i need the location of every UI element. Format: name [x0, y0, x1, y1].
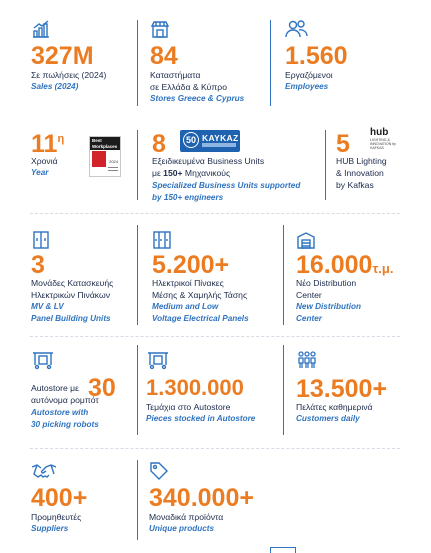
pieces-label-gr: Τεμάχια στο Autostore: [146, 402, 231, 412]
badge-line: [108, 167, 118, 168]
business-units-label-gr-1: Εξειδικευμένα Business Units: [152, 156, 265, 166]
panels-label-gr-2: Μέσης & Χαμηλής Τάσης: [152, 290, 248, 300]
hub-line-1: HUB Lighting: [336, 156, 387, 166]
panel-units-label-en-1: MV & LV: [31, 302, 64, 311]
employees-value: 1.560: [285, 42, 348, 70]
stat-sales: [0, 0, 135, 110]
year-label-en: Year: [31, 168, 49, 177]
stat-panel-units: [0, 220, 135, 330]
stores-label-gr-2: σε Ελλάδα & Κύπρο: [150, 82, 227, 92]
hub-line-3: by Kafkas: [336, 180, 374, 190]
panels-icon: [152, 230, 172, 250]
chart-icon: [31, 19, 51, 39]
panel-units-label-en-2: Panel Building Units: [31, 314, 111, 323]
distribution-label-en-2: Center: [296, 314, 322, 323]
products-value: 340.000+: [149, 484, 254, 512]
employees-label-gr: Εργαζόμενοι: [285, 70, 333, 80]
customers-label-gr: Πελάτες καθημερινά: [296, 402, 373, 412]
hub-logo-name: hub: [370, 127, 389, 138]
autostore-label-gr-2: αυτόνομα ρομπότ: [31, 395, 99, 405]
year-number: 11: [31, 130, 58, 158]
row-separator: [30, 336, 400, 337]
stat-stores: [138, 0, 270, 110]
best-workplaces-badge: [89, 136, 121, 177]
hub-value: 5: [336, 130, 350, 158]
badge-line: [108, 170, 118, 171]
autostore-value: 30: [88, 374, 116, 402]
panels-label-gr-1: Ηλεκτρικοί Πίνακες: [152, 278, 224, 288]
badge-title: Best Workplaces: [90, 137, 120, 150]
stat-customers: [284, 340, 431, 445]
year-ordinal: η: [57, 133, 65, 145]
hub-line-2: & Innovation: [336, 168, 384, 178]
customers-label-en: Customers daily: [296, 414, 360, 423]
autostore-label-en-1: Autostore with: [31, 408, 89, 417]
distribution-unit: τ.μ.: [372, 261, 394, 276]
stat-panels: [138, 220, 283, 330]
crowd-icon: [296, 350, 318, 370]
hub-logo-sub: LIGHTING & INNOVATION by KAFKAS: [370, 138, 396, 150]
stat-autostore: [0, 340, 135, 445]
year-value: [31, 132, 64, 157]
distribution-number: 16.000: [296, 251, 373, 279]
employees-label-en: Employees: [285, 82, 329, 91]
sales-label-en: Sales (2024): [31, 82, 79, 91]
panel-icon: [31, 230, 51, 250]
distribution-value: [296, 253, 393, 278]
business-units-gr2-pre: με: [152, 168, 164, 178]
autostore-label-gr-1: Autostore με: [31, 383, 79, 393]
stat-distribution: [284, 220, 431, 330]
warehouse-icon: [296, 230, 316, 250]
row-separator: [30, 213, 400, 214]
products-label-gr: Μοναδικά προϊόντα: [149, 512, 224, 522]
store-icon: [150, 19, 170, 39]
robot-icon: [31, 350, 55, 370]
pieces-value: 1.300.000: [146, 375, 244, 400]
distribution-label-en-1: New Distribution: [296, 302, 362, 311]
autostore-label-en-2: 30 picking robots: [31, 420, 99, 429]
distribution-label-gr-2: Center: [296, 290, 322, 300]
suppliers-label-en: Suppliers: [31, 524, 69, 533]
stat-suppliers: [0, 452, 135, 547]
stores-label-gr-1: Καταστήματα: [150, 70, 201, 80]
pieces-label-en: Pieces stocked in Autostore: [146, 414, 256, 423]
stores-value: 84: [150, 42, 178, 70]
suppliers-label-gr: Προμηθευτές: [31, 512, 82, 522]
business-units-label-gr-2: [152, 167, 230, 179]
products-label-en: Unique products: [149, 524, 215, 533]
panel-units-label-gr-2: Ηλεκτρικών Πινάκων: [31, 290, 110, 300]
cut-off-icon: [270, 547, 296, 553]
hub-logo: [370, 127, 400, 153]
sales-value: 327M: [31, 42, 94, 70]
stat-employees: [271, 0, 431, 110]
stores-label-en: Stores Greece & Cyprus: [150, 94, 245, 103]
panels-label-en-2: Voltage Electrical Panels: [152, 314, 249, 323]
kaykaz-logo: [180, 130, 240, 152]
business-units-gr2-bold: 150+: [163, 168, 183, 178]
tag-icon: [149, 461, 169, 481]
badge-red-mark: [92, 151, 106, 167]
stat-products: [138, 452, 288, 547]
kaykaz-50-mark: 50: [183, 132, 199, 148]
panel-units-value: 3: [31, 251, 45, 279]
stat-pieces: [138, 340, 283, 445]
panels-value: 5.200+: [152, 251, 230, 279]
panels-label-en-1: Medium and Low: [152, 302, 219, 311]
row-separator: [30, 448, 400, 449]
sales-label-gr: Σε πωλήσεις (2024): [31, 70, 107, 80]
kaykaz-tagline-bar: [202, 143, 236, 147]
people-icon: [285, 19, 309, 39]
business-units-value: 8: [152, 130, 166, 158]
suppliers-value: 400+: [31, 484, 88, 512]
year-label-gr: Χρονιά: [31, 156, 58, 166]
business-units-gr2-post: Μηχανικούς: [182, 168, 231, 178]
kaykaz-name: ΚΑΥΚΑΖ: [202, 133, 239, 143]
customers-value: 13.500+: [296, 375, 388, 403]
business-units-label-en-1: Specialized Business Units supported: [152, 181, 301, 190]
robot-icon: [146, 350, 170, 370]
business-units-label-en-2: by 150+ engineers: [152, 193, 224, 202]
handshake-icon: [31, 461, 57, 481]
distribution-label-gr-1: Νέο Distribution: [296, 278, 357, 288]
panel-units-label-gr-1: Μονάδες Κατασκευής: [31, 278, 114, 288]
badge-year: 2024: [109, 159, 118, 164]
